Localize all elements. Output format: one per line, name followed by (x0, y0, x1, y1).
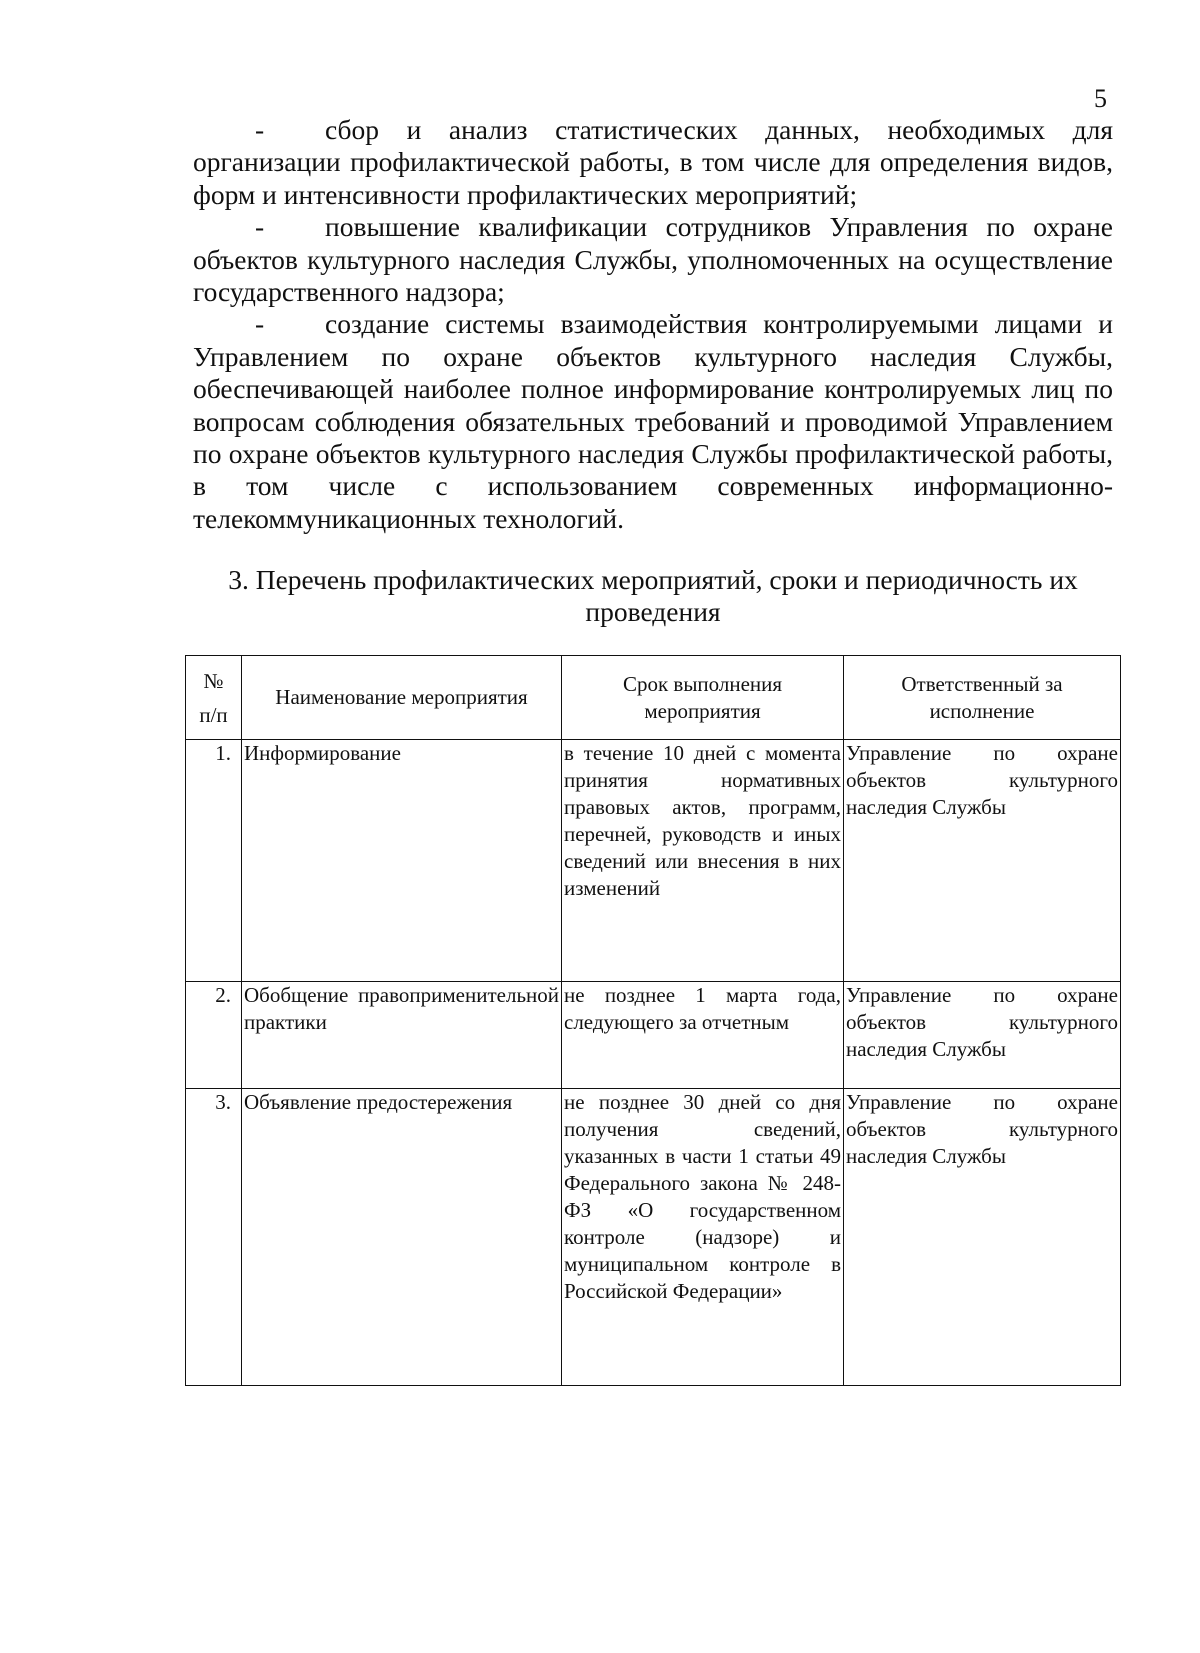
paragraph-statistics (193, 114, 1113, 211)
section-heading (193, 564, 1113, 628)
section-title-line: 3. Перечень профилактических мероприятий, сроки и периодичность их (228, 564, 1078, 595)
row-name: Обобщение правоприменительной практики (242, 982, 562, 1089)
section-title-line: проведения (585, 596, 721, 627)
measures-table (185, 655, 1121, 1386)
list-dash: - (255, 211, 265, 243)
row-number: 1. (186, 740, 242, 982)
row-number: 2. (186, 982, 242, 1089)
header-number: № п/п (186, 656, 242, 740)
row-responsible: Управление по охране объектов культурного наследия Службы (844, 740, 1121, 982)
header-deadline: Срок выполнения мероприятия (562, 656, 844, 740)
row-deadline: в течение 10 дней с момента принятия нормативных правовых актов, программ, перечней, руководств и иных сведений или внесения в них изменений (562, 740, 844, 982)
paragraph-qualification (193, 211, 1113, 308)
table-row (186, 982, 1121, 1089)
list-dash: - (255, 114, 265, 145)
row-responsible: Управление по охране объектов культурного наследия Службы (844, 982, 1121, 1089)
paragraph-text: сбор и анализ статистических данных, необходимых для организации профилактической работы, в том числе для определения видов, форм и интенсивности профилактических мероприятий; (193, 114, 1113, 210)
row-name: Объявление предостережения (242, 1089, 562, 1386)
list-dash: - (255, 308, 265, 340)
page-number: 5 (1094, 84, 1107, 113)
table-row (186, 1089, 1121, 1386)
body-text (193, 114, 1113, 535)
row-responsible: Управление по охране объектов культурного наследия Службы (844, 1089, 1121, 1386)
row-name: Информирование (242, 740, 562, 982)
paragraph-text: создание системы взаимодействия контролируемыми лицами и Управлением по охране объектов культурного наследия Службы, обеспечивающей наиболее полное информирование контролируемых лиц по вопросам соблюдения обязательных требований и проводимой Управлением по охране объектов культурного наследия Службы профилактической работы, в том числе с использованием современных информационно-телекоммуникационных технологий. (193, 308, 1113, 534)
paragraph-text: повышение квалификации сотрудников Управления по охране объектов культурного наследия Службы, уполномоченных на осуществление государственного надзора; (193, 211, 1113, 308)
paragraph-interaction-system (193, 308, 1113, 535)
row-deadline: не позднее 1 марта года, следующего за отчетным (562, 982, 844, 1089)
table-row (186, 740, 1121, 982)
row-number: 3. (186, 1089, 242, 1386)
row-deadline: не позднее 30 дней со дня получения сведений, указанных в части 1 статьи 49 Федерального закона № 248-ФЗ «О государственном контроле (надзоре) и муниципальном контроле в Российской Федерации» (562, 1089, 844, 1386)
table-header-row (186, 656, 1121, 740)
header-responsible: Ответственный за исполнение (844, 656, 1121, 740)
header-name: Наименование мероприятия (242, 656, 562, 740)
